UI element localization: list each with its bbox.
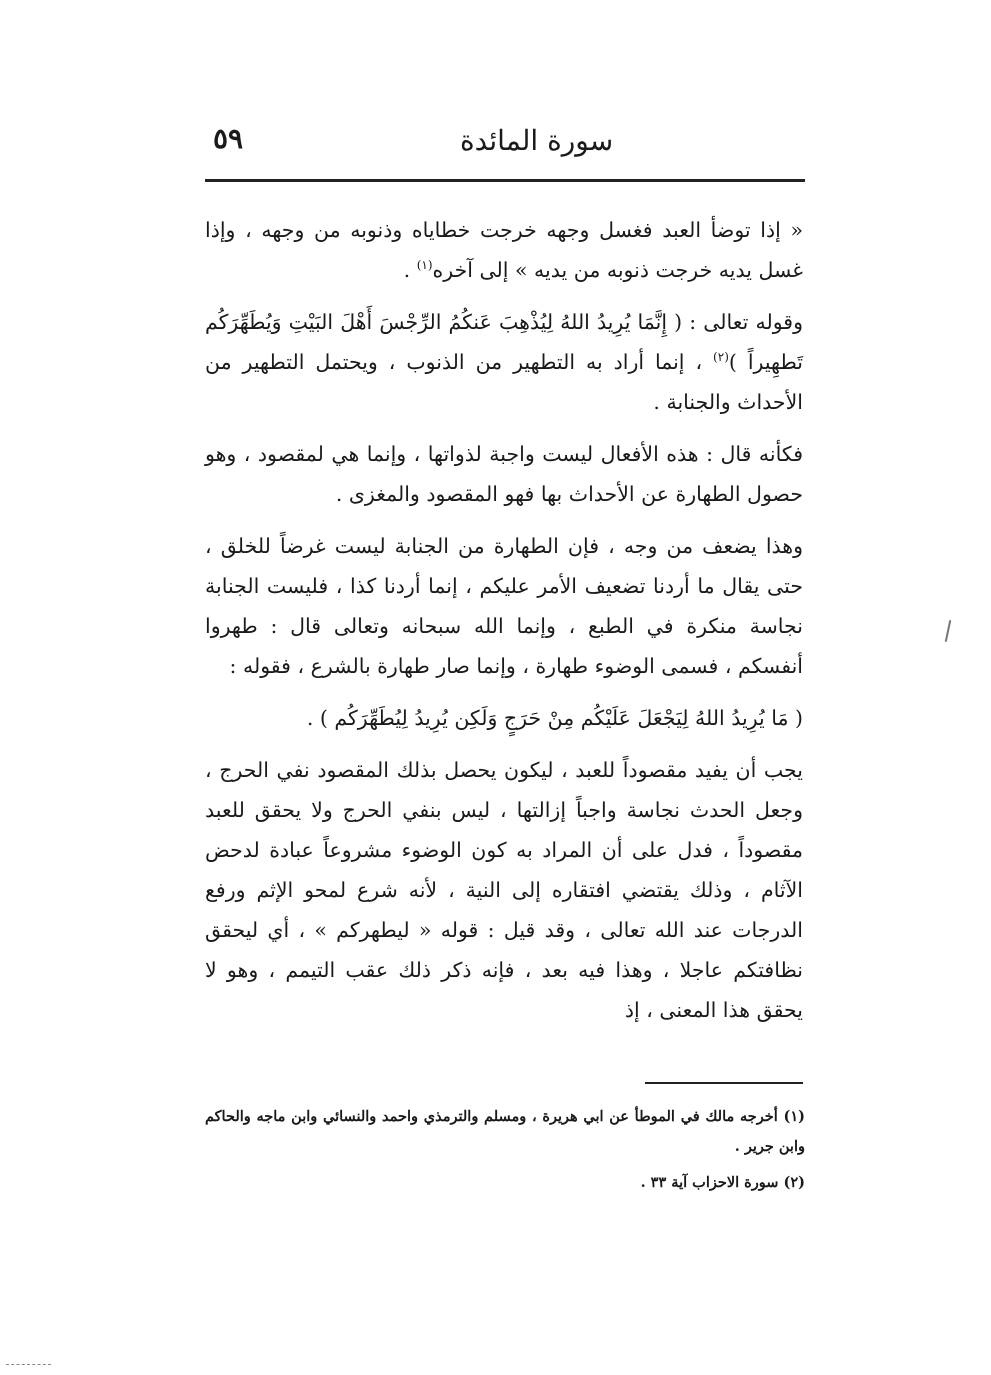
paragraph-text: ( مَا يُرِيدُ اللهُ لِيَجْعَلَ عَلَيْكُم مِنْ حَرَجٍ وَلَكِن يُرِيدُ لِيُطَهِّرَكُم ) . [306, 706, 803, 730]
main-text [205, 210, 803, 1042]
scan-artifact [6, 1364, 51, 1365]
paragraph-4 [205, 526, 803, 686]
footnote-1: (١) أخرجه مالك في الموطأ عن ابي هريرة ، ومسلم والترمذي واحمد والنسائي وابن ماجه والحاكم وابن جرير . [205, 1108, 805, 1155]
footnote-divider [645, 1082, 803, 1084]
page-header [205, 118, 805, 168]
paragraph-tail: . [403, 258, 417, 282]
footnote-ref: (١) [416, 258, 433, 273]
page-number: ٥٩ [213, 122, 244, 155]
header-divider [205, 179, 805, 182]
footnote-ref: (٢) [713, 350, 729, 365]
paragraph-text: يجب أن يفيد مقصوداً للعبد ، ليكون يحصل بذلك المقصود نفي الحرج ، وجعل الحدث نجاسة واجباً إزالتها ، ليس بنفي الحرج ولا يحقق للعبد مقصوداً ، فدل على أن المراد به كون الوضوء مشروعاً عبادة لدحض الآثام ، وذلك يقتضي افتقاره إلى النية ، لأنه شرع لمحو الإثم ورفع الدرجات عند الله تعالى ، وقد قيل : قوله « ليطهركم » ، أي ليحقق نظافتكم عاجلا ، وهذا فيه بعد ، فإنه ذكر ذلك عقب التيمم ، وهو لا يحقق هذا المعنى ، إذ [205, 758, 803, 1022]
paragraph-6 [205, 750, 803, 1030]
paragraph-text: وقوله تعالى : ( إِنَّمَا يُرِيدُ اللهُ لِيُذْهِبَ عَنكُمُ الرِّجْسَ أَهْلَ البَيْتِ وَيُطَهِّرَكُم تَطهِيراً ) [205, 310, 803, 374]
footnotes [205, 1102, 805, 1204]
paragraph-text: وهذا يضعف من وجه ، فإن الطهارة من الجنابة ليست غرضاً للخلق ، حتى يقال ما أردنا تضعيف الأمر عليكم ، إنما أردنا كذا ، فليست الجنابة نجاسة منكرة في الطبع ، وإنما الله سبحانه وتعالى قال : طهروا أنفسكم ، فسمى الوضوء طهارة ، وإنما صار طهارة بالشرع ، فقوله : [205, 534, 803, 678]
paragraph-1 [205, 210, 803, 290]
footnote-2: (٢) سورة الاحزاب آية ٣٣ . [640, 1174, 805, 1191]
surah-title: سورة المائدة [460, 124, 614, 157]
paragraph-3 [205, 434, 803, 514]
quran-verse [205, 698, 803, 738]
paragraph-tail: ، إنما أراد به التطهير من الذنوب ، ويحتمل التطهير من الأحداث والجنابة . [205, 350, 803, 414]
paragraph-text: « إذا توضأ العبد فغسل وجهه خرجت خطاياه وذنوبه من وجهه ، وإذا غسل يديه خرجت ذنوبه من يديه » إلى آخره [205, 218, 803, 282]
margin-mark [945, 620, 952, 642]
paragraph-2 [205, 302, 803, 422]
paragraph-text: فكأنه قال : هذه الأفعال ليست واجبة لذواتها ، وإنما هي لمقصود ، وهو حصول الطهارة عن الأحداث بها فهو المقصود والمغزى . [205, 442, 803, 506]
